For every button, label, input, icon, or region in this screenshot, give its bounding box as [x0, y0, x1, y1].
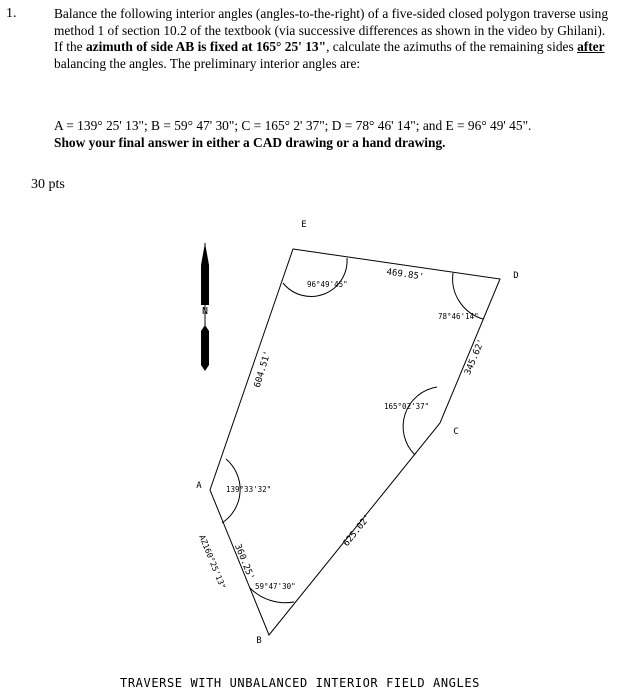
- distance-label-ea: 604.51': [252, 349, 274, 390]
- point-label-a: A: [196, 481, 202, 491]
- point-label-e: E: [301, 220, 307, 230]
- distance-label-cb: 625.02': [341, 512, 374, 549]
- angle-label-c: 165°02'37": [384, 402, 430, 411]
- north-label: N: [201, 306, 209, 317]
- angles-block: [54, 117, 614, 151]
- question-end: balancing the angles. The preliminary interior angles are:: [54, 55, 361, 71]
- after-emphasis: after: [577, 39, 605, 55]
- traverse-drawing: [0, 205, 619, 700]
- distance-label-dc: 345.62': [463, 337, 488, 377]
- preliminary-angles-line: A = 139° 25' 13"; B = 59° 47' 30"; C = 165° 2' 37"; D = 78° 46' 14"; and E = 96° 49' 45".: [54, 118, 532, 133]
- question-mid: , calculate the azimuths of the remaining sides: [326, 39, 578, 55]
- question-intro: Balance the following interior angles (angles-to-the-right) of a five-sided closed polygon traverse using method 1 of section 10.2 of the textbook (via successive differences as shown in the video by Ghilani). If the: [54, 6, 609, 55]
- point-label-c: C: [453, 427, 459, 437]
- angle-label-b: 59°47'30": [255, 582, 296, 591]
- points-value: 30 pts: [31, 177, 65, 192]
- point-label-d: D: [513, 271, 519, 281]
- distance-label-ed: 469.85': [385, 267, 425, 283]
- north-arrow-icon: [201, 243, 209, 371]
- azimuth-label-ab: AZ160°25'13": [197, 533, 228, 591]
- drawing-caption: TRAVERSE WITH UNBALANCED INTERIOR FIELD ANGLES: [120, 676, 480, 690]
- angle-arc-c: [403, 387, 437, 455]
- angle-label-a: 139°33'32": [226, 485, 272, 494]
- angle-arc-e: [283, 258, 347, 296]
- question-number: 1.: [6, 6, 17, 21]
- azimuth-fixed-text: azimuth of side AB is fixed at 165° 25' 13": [85, 39, 327, 55]
- angle-label-e: 96°49'45": [307, 280, 348, 289]
- final-answer-instruction: Show your final answer in either a CAD drawing or a hand drawing.: [54, 135, 446, 150]
- point-label-b: B: [256, 636, 262, 646]
- question-text: [54, 6, 614, 72]
- distance-label-ab: 360.25': [232, 542, 256, 582]
- angle-label-d: 78°46'14": [438, 312, 479, 321]
